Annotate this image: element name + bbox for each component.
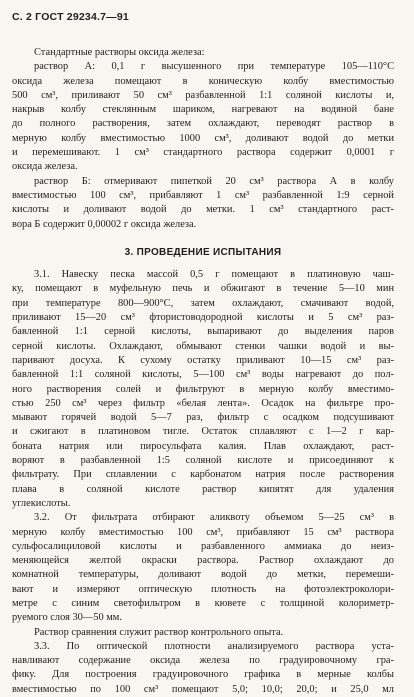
text-line: оксида железа.: [12, 161, 78, 173]
text-line: мерную колбу вместимостью 100 см³, прибавляют 15 см³ раствора: [12, 526, 394, 538]
page-header: С. 2 ГОСТ 29234.7—91: [12, 11, 129, 23]
standard-solutions-block: [12, 46, 394, 232]
text-line: комнатной температуры, доливают водой до метки, перемеши-: [12, 569, 394, 581]
paragraph-3-2: [12, 511, 394, 697]
text-line: Раствор сравнения служит раствор контрольного опыта.: [34, 626, 284, 638]
text-line: при температуре 800—900°С, затем охлаждают, смачивают водой,: [12, 297, 394, 309]
text-line: ку, помещают в муфельную печь и обжигают в течение 5—10 мин: [12, 283, 394, 295]
text-line: бавленной 1:1 серной кислоты, выпаривают до выделения паров: [12, 326, 394, 338]
text-line: серной кислоты. Охлаждают, обмывают стенки чашки водой и вы-: [12, 340, 394, 352]
text-line: вают и измеряют оптическую плотность на фотоэлектроколори-: [12, 583, 394, 595]
section-title: 3. ПРОВЕДЕНИЕ ИСПЫТАНИЯ: [124, 246, 282, 258]
paragraph-3-1: [12, 268, 394, 511]
text-line: Стандартные растворы оксида железа:: [34, 47, 205, 58]
text-line: боната натрия или пиросульфата калия. Плав охлаждают, раст-: [12, 440, 394, 452]
text-line: вместимостью 100 см³, прибавляют 1 см³ разбавленной 1:9 серной: [12, 189, 394, 201]
text-line: фильтрату. При сплавлении с карбонатом натрия после растворения: [12, 469, 394, 481]
text-line: меняющейся желтой окраски раствора. Раствор охлаждают до: [12, 555, 394, 567]
text-line: 3.2. От фильтрата отбирают аликвоту объемом 5—25 см³ в: [34, 512, 394, 524]
text-line: мывают горячей водой 5—7 раз, фильтр с осадком подсушивают: [12, 412, 394, 424]
text-line: и перемешивают. 1 см³ стандартного раствора содержит 0,0001 г: [12, 147, 394, 159]
text-line: до полного растворения, затем охлаждают, переводят раствор в: [12, 118, 394, 130]
text-line: ного растворения солей и фильтруют в мерную колбу вместимо-: [12, 383, 394, 395]
text-line: руемого слоя 30—50 мм.: [12, 612, 122, 624]
text-line: воряют в разбавленной 1:5 соляной кислоте и присоединяют к: [12, 455, 394, 467]
text-line: навливают содержание оксида железа по градуировочному гра-: [12, 655, 394, 667]
text-line: и сжигают в платиновом тигле. Остаток сплавляют с 1—2 г кар-: [12, 426, 394, 438]
text-line: углекислоты.: [12, 497, 71, 509]
text-line: мерную колбу вместимостью 1000 см³, доливают водой до метки: [12, 132, 394, 144]
text-line: стью 250 см³ через фильтр «белая лента». Осадок на фильтре про-: [12, 397, 394, 409]
text-line: раствор А: 0,1 г высушенного при температуре 105—110°С: [34, 61, 394, 73]
text-line: 3.1. Навеску песка массой 0,5 г помещают в платиновую чаш-: [34, 269, 394, 281]
text-line: плава в соляной кислоте раствор кипятят для удаления: [12, 483, 394, 495]
text-line: сульфосалициловой кислоты и разбавленного аммиака до неиз-: [12, 540, 394, 552]
text-line: приливают 15—20 см³ фтористоводородной кислоты и 5 см³ раз-: [12, 312, 394, 324]
text-line: вора Б содержит 0,00002 г оксида железа.: [12, 218, 197, 230]
text-line: метре с синим светофильтром в кювете с толщиной колориметр-: [12, 597, 394, 609]
text-line: паривают досуха. К сухому остатку приливают 10—15 см³ раз-: [12, 354, 394, 366]
text-line: 500 см³, приливают 50 см³ разбавленной 1:1 соляной кислоты и,: [12, 89, 394, 101]
text-line: раствор Б: отмеривают пипеткой 20 см³ раствора А в колбу: [34, 175, 394, 187]
text-line: фику. Для построения градуировочного графика в мерные колбы: [12, 669, 394, 681]
document-body: [12, 46, 394, 697]
text-line: вместимостью по 100 см³ помещают 5,0; 10,0; 20,0; и 25,0 мл: [12, 683, 394, 695]
text-line: накрыв колбу стеклянным шариком, нагревают на водяной бане: [12, 104, 394, 116]
text-line: оксида железа помещают в коническую колбу вместимостью: [12, 75, 394, 87]
text-line: бавленной 1:1 соляной кислоты, 5—100 см³ воды нагревают до пол-: [12, 369, 394, 381]
text-line: кислоты и доливают водой до метки. 1 см³ стандартного раст-: [12, 204, 394, 216]
text-line: 3.3. По оптической плотности анализируемого раствора уста-: [34, 640, 394, 652]
